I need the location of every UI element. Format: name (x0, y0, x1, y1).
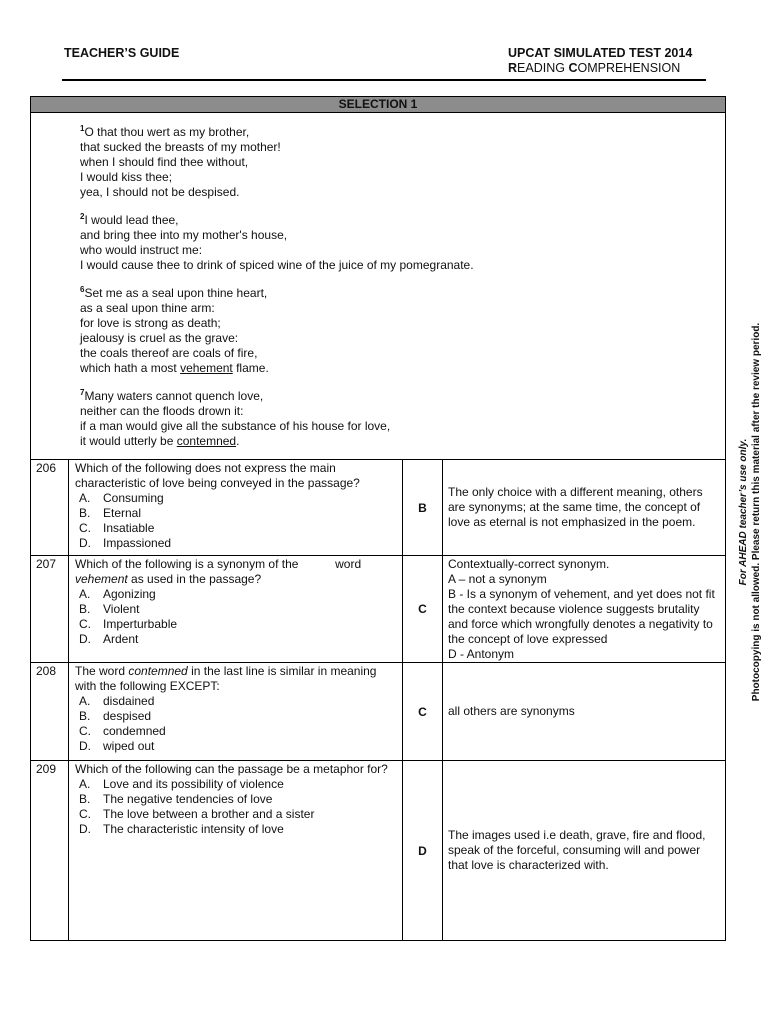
question-text: Which of the following does not express the main characteristic of love being conveyed in the passage? A. Consuming B. Eternal C. Insatiable D. Impassioned (69, 460, 403, 556)
usage-notice-line1: For AHEAD teacher’s use only. (738, 438, 749, 586)
underlined-word: vehement (180, 361, 233, 375)
explanation: Contextually-correct synonym. A – not a synonym B - Is a synonym of vehement, and yet does not fit the context because violence suggests brutality and force which wrongfully denotes a negativity to the concept of love expressed D - Antonym (443, 556, 726, 663)
usage-notice (737, 302, 768, 722)
explanation: The only choice with a different meaning, others are synonyms; at the same time, the concept of love as eternal is not emphasized in the poem. (443, 460, 726, 556)
test-name: UPCAT SIMULATED TEST 2014 (508, 46, 693, 60)
option: B. Eternal (79, 506, 142, 520)
explanation: The images used i.e death, grave, fire and flood, speak of the forceful, consuming will and power that love is characterized with. (443, 761, 726, 941)
selection-title: SELECTION 1 (31, 97, 726, 113)
question-table (30, 96, 726, 941)
stanza: $^1$O that thou wert as my brother, that sucked the breasts of my mother! when I should find thee without, I would kiss thee; yea, I should not be despised. (80, 124, 281, 199)
question-text: Which of the following can the passage be a metaphor for? A. Love and its possibility of violence B. The negative tendencies of love C. The love between a brother and a sister D. The characteristic intensity of love (69, 761, 403, 941)
option: C. condemned (79, 724, 166, 738)
option: A. Agonizing (79, 587, 156, 601)
answer-key: C (403, 663, 443, 761)
option: D. Impassioned (79, 536, 172, 550)
stanza: $^2$I would lead thee, and bring thee into my mother's house, who would instruct me: I would cause thee to drink of spiced wine of the juice of my pomegranate. (80, 212, 474, 272)
option: C. Insatiable (79, 521, 155, 535)
option: C. Imperturbable (79, 617, 178, 631)
question-number: 209 (31, 761, 69, 941)
test-section: READING COMPREHENSION (508, 61, 681, 75)
option: B. Violent (79, 602, 140, 616)
option: D. wiped out (79, 739, 155, 753)
header-rule (62, 79, 706, 81)
stanza: $^6$Set me as a seal upon thine heart, as a seal upon thine arm: for love is strong as death; jealousy is cruel as the grave: the coals thereof are coals of fire, which hath a most vehement flame. (80, 285, 269, 375)
option: B. The negative tendencies of love (79, 792, 273, 806)
question-row (31, 556, 726, 663)
option: A. disdained (79, 694, 155, 708)
explanation: all others are synonyms (443, 663, 726, 761)
question-text: Which of the following is a synonym of the word vehement as used in the passage? A. Agonizing B. Violent C. Imperturbable D. Ardent (69, 556, 403, 663)
answer-key: B (403, 460, 443, 556)
passage (31, 113, 726, 460)
test-title (508, 46, 692, 76)
question-number: 208 (31, 663, 69, 761)
question-number: 206 (31, 460, 69, 556)
question-row (31, 663, 726, 761)
underlined-word: contemned (176, 434, 237, 448)
question-row (31, 761, 726, 941)
option: B. despised (79, 709, 152, 723)
answer-key: D (403, 761, 443, 941)
question-number: 207 (31, 556, 69, 663)
option: D. Ardent (79, 632, 139, 646)
question-text: The word contemned in the last line is similar in meaning with the following EXCEPT: A. disdained B. despised C. condemned D. wiped out (69, 663, 403, 761)
guide-title: TEACHER’S GUIDE (64, 46, 180, 60)
option: D. The characteristic intensity of love (79, 822, 284, 836)
option: C. The love between a brother and a sister (79, 807, 315, 821)
option: A. Consuming (79, 491, 164, 505)
question-row (31, 460, 726, 556)
usage-notice-line2: Photocopying is not allowed. Please return this material after the review period. (751, 322, 762, 702)
option: A. Love and its possibility of violence (79, 777, 284, 791)
answer-key: C (403, 556, 443, 663)
stanza: $^7$Many waters cannot quench love, neither can the floods drown it: if a man would give all the substance of his house for love, it would utterly be contemned. (80, 388, 391, 448)
